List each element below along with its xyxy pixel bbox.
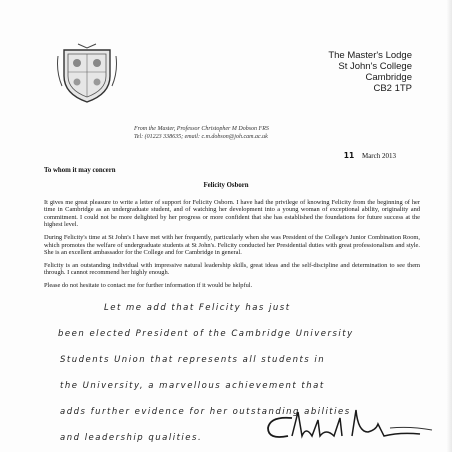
- contact-line: Tel: (01223 338635; email: c.m.dobson@joh.cam.ac.uk: [134, 133, 268, 140]
- address-line: St John's College: [338, 61, 412, 72]
- page-edge-shadow: [446, 0, 452, 452]
- handwritten-line: the University, a marvellous achievement that: [60, 381, 325, 391]
- letter-subject: Felicity Osborn: [203, 182, 249, 189]
- salutation: To whom it may concern: [44, 167, 116, 174]
- body-paragraph: During Felicity's time at St John's I have met with her frequently, particularly when she was President of the College's Junior Combination Room, which promotes the welfare of undergraduate students at St John's. Felicity conducted her Presidential duties with great professionalism and style. She is an excellent ambassador for the College and for Cambridge in general.: [44, 234, 420, 256]
- handwritten-line: been elected President of the Cambridge University: [58, 329, 354, 339]
- handwritten-note: [0, 300, 452, 450]
- letterhead-from: [134, 126, 434, 141]
- college-crest-icon: [56, 42, 118, 106]
- from-master-line: From the Master, Professor Christopher M Dobson FRS: [134, 126, 269, 132]
- address-line: The Master's Lodge: [328, 50, 412, 61]
- letter-body: [44, 199, 420, 295]
- handwritten-line: Let me add that Felicity has just: [104, 303, 291, 313]
- body-paragraph: Please do not hesitate to contact me for further information if it would be helpful.: [44, 282, 253, 290]
- handwritten-line: Students Union that represents all students in: [60, 355, 326, 365]
- letterhead-address: [328, 50, 412, 94]
- letter-date: [344, 151, 396, 160]
- body-paragraph: Felicity is an outstanding individual with impressive natural leadership skills, great ideas and the self-discipline and determination to see them through. I cannot recommend her highly enough.: [44, 261, 420, 277]
- body-paragraph: It gives me great pleasure to write a letter of support for Felicity Osborn. I have had the privilege of knowing Felicity from the beginning of her time in Cambridge as an undergraduate student, and of watching her development into a young woman of exceptional ability, originality and commitment. I could not be more delighted by her progress or more confident that she has established the foundations for future success at the highest level.: [44, 199, 420, 229]
- handwritten-line: and leadership qualities.: [60, 433, 203, 443]
- address-line: Cambridge: [365, 72, 412, 83]
- date-month-year: March 2013: [361, 152, 396, 160]
- address-line: CB2 1TP: [373, 83, 412, 94]
- handwritten-line: adds further evidence for her outstanding abilities: [60, 407, 351, 417]
- date-day: 11: [343, 151, 355, 160]
